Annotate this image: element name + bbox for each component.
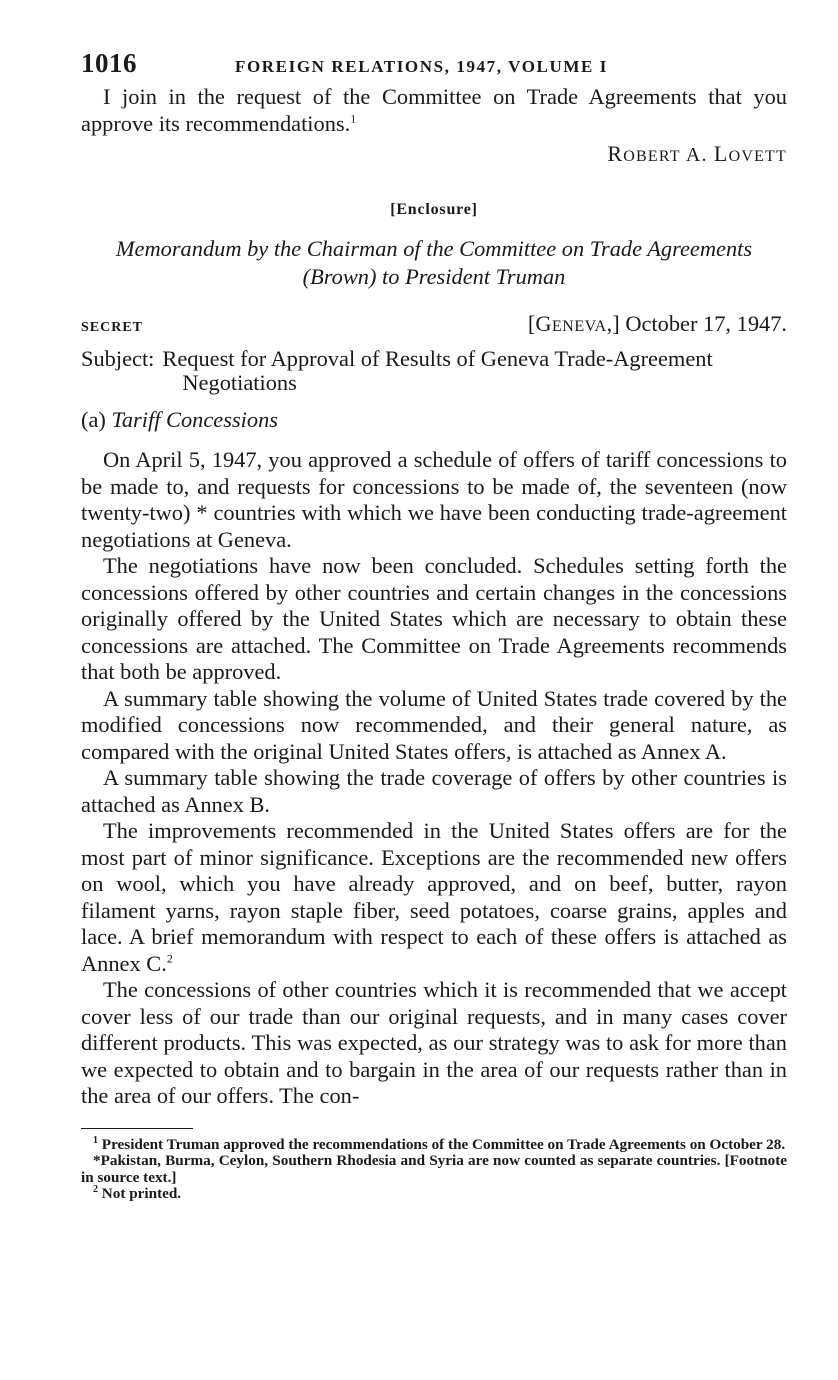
dateline: [GENEVA,] October 17, 1947. [527,311,787,336]
signature [81,141,787,167]
page-header [81,48,787,84]
dateline-city: GENEVA [535,311,607,336]
memo-date-row [81,311,787,337]
footnote-2: $^2$ Not printed. [93,1183,182,1202]
footnote-star: *Pakistan, Burma, Ceylon, Southern Rhodesia and Syria are now counted as separate countries. [Footnote in source text.] [81,1152,787,1186]
signature-first: ROBERT [607,141,681,166]
paragraph-2: The negotiations have now been concluded. Schedules setting forth the concessions offered by other countries and certain changes in the concessions originally offered by the United States which are necessary to obtain these concessions are attached. The Committee on Trade Agreements recommends that both be approved. [81,553,787,684]
page-number: 1016 [81,48,137,78]
letter-closing-paragraph [81,84,787,137]
running-head: FOREIGN RELATIONS, 1947, VOLUME I [235,57,608,76]
footnote-1: $^1$ President Truman approved the recommendations of the Committee on Trade Agreements on October 28. [93,1134,786,1153]
signature-middle: A. [680,144,714,166]
subject-label: Subject: [81,346,155,371]
footnote-ref-2: 2 [166,951,173,966]
paragraph-3: A summary table showing the volume of United States trade covered by the modified concessions now recommended, and their general nature, as compared with the original United States offers, is attached as Annex A. [81,685,787,764]
section-heading [81,407,787,433]
footnote-ref-1: 1 [350,111,357,126]
letter-closing-text: I join in the request of the Committee on Trade Agreements that you approve its recommendations. [81,84,787,136]
section-title: Tariff Concessions [111,407,278,432]
footnote-divider [81,1128,193,1129]
signature-last: LOVETT [713,141,787,166]
memo-title-line-2: (Brown) to President Truman [302,264,566,289]
memo-title [81,235,787,291]
subject-text: Request for Approval of Results of Geneva Trade-Agreement Negotiations [162,346,713,395]
enclosure-label: [Enclosure] [390,201,478,218]
footnotes [81,1134,787,1203]
classification-marking: SECRET [81,320,144,335]
memo-subject [81,347,787,395]
memo-body [81,447,787,1110]
paragraph-5: The improvements recommended in the United States offers are for the most part of minor significance. Exceptions are the recommended new offers on wool, which you have already approved, and on beef, butter, rayon filament yarns, rayon staple fiber, seed potatoes, coarse grains, apples and lace. A brief memorandum with respect to each of these offers is attached as Annex C.$^2$ [81,818,787,976]
paragraph-6: The concessions of other countries which it is recommended that we accept cover less of our trade than our original requests, and in many cases cover different products. This was expected, as our strategy was to ask for more than we expected to obtain and to bargain in the area of our requests rather than in the area of our offers. The con- [81,977,787,1108]
section-letter: (a) [81,407,106,432]
paragraph-4: A summary table showing the trade coverage of offers by other countries is attached as Annex B. [81,765,787,817]
paragraph-1: On April 5, 1947, you approved a schedule of offers of tariff concessions to be made to, and requests for concessions to be made of, the seventeen (now twenty-two) * countries with which we have been conducting trade-agreement negotiations at Geneva. [81,447,787,552]
memo-title-line-1: Memorandum by the Chairman of the Committee on Trade Agreements [115,236,753,261]
document-page [81,48,787,1203]
